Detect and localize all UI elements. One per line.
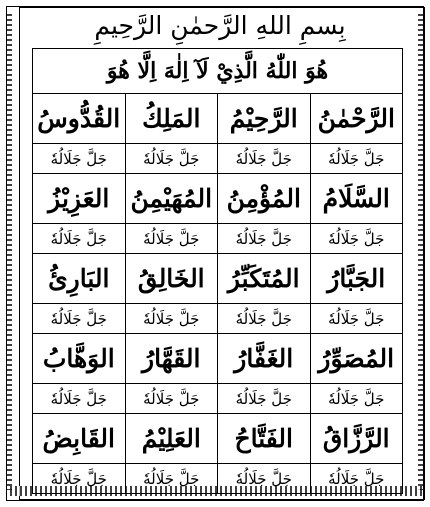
heading-cell: هُوَ اللّٰهُ الَّذِيْ لَآ اِلٰهَ اِلَّا هُوَ: [33, 49, 403, 94]
heading-row: [33, 49, 403, 94]
name-cell: الرَّزَّاقُ: [310, 414, 403, 464]
name-cell: المُصَوِّرُ: [310, 334, 403, 384]
suffix-row-3: [33, 304, 403, 334]
suffix-cell: جَلَّ جَلَالُهٗ: [310, 464, 403, 494]
suffix-cell: جَلَّ جَلَالُهٗ: [310, 304, 403, 334]
suffix-row-4: [33, 384, 403, 414]
name-cell: البَارِئُ: [33, 254, 126, 304]
name-cell: المُتَكَبِّرُ: [218, 254, 311, 304]
name-cell: السَّلَامُ: [310, 174, 403, 224]
suffix-row-2: [33, 224, 403, 254]
suffix-cell: جَلَّ جَلَالُهٗ: [310, 144, 403, 174]
suffix-cell: جَلَّ جَلَالُهٗ: [125, 384, 218, 414]
names-row-5: [33, 414, 403, 464]
name-cell: المُؤْمِنُ: [218, 174, 311, 224]
names-row-4: [33, 334, 403, 384]
name-cell: العَزِيْزُ: [33, 174, 126, 224]
suffix-cell: جَلَّ جَلَالُهٗ: [33, 304, 126, 334]
names-row-2: [33, 174, 403, 224]
suffix-cell: جَلَّ جَلَالُهٗ: [218, 464, 311, 494]
names-row-3: [33, 254, 403, 304]
suffix-cell: جَلَّ جَلَالُهٗ: [125, 144, 218, 174]
names-row-1: [33, 94, 403, 144]
suffix-cell: جَلَّ جَلَالُهٗ: [218, 304, 311, 334]
name-cell: الجَبَّارُ: [310, 254, 403, 304]
suffix-row-1: [33, 144, 403, 174]
suffix-cell: جَلَّ جَلَالُهٗ: [310, 224, 403, 254]
name-cell: الخَالِقُ: [125, 254, 218, 304]
name-cell: القَهَّارُ: [125, 334, 218, 384]
name-cell: المَلِكُ: [125, 94, 218, 144]
name-cell: الوَهَّابُ: [33, 334, 126, 384]
name-cell: المُهَيْمِنُ: [125, 174, 218, 224]
suffix-cell: جَلَّ جَلَالُهٗ: [218, 224, 311, 254]
suffix-cell: جَلَّ جَلَالُهٗ: [310, 384, 403, 414]
name-cell: القَابِضُ: [33, 414, 126, 464]
name-cell: القُدُّوسُ: [33, 94, 126, 144]
name-cell: الرَّحِيْمُ: [218, 94, 311, 144]
name-cell: الغَفَّارُ: [218, 334, 311, 384]
name-cell: الفَتَّاحُ: [218, 414, 311, 464]
suffix-cell: جَلَّ جَلَالُهٗ: [218, 144, 311, 174]
name-cell: الرَّحْمٰنُ: [310, 94, 403, 144]
suffix-cell: جَلَّ جَلَالُهٗ: [33, 144, 126, 174]
basmala-title: بِسمِ اللهِ الرَّحمٰنِ الرَّحِيمِ: [94, 11, 346, 40]
suffix-cell: جَلَّ جَلَالُهٗ: [33, 224, 126, 254]
suffix-cell: جَلَّ جَلَالُهٗ: [33, 384, 126, 414]
suffix-cell: جَلَّ جَلَالُهٗ: [125, 464, 218, 494]
suffix-cell: جَلَّ جَلَالُهٗ: [33, 464, 126, 494]
suffix-row-5: [33, 464, 403, 494]
names-table: [32, 48, 403, 494]
suffix-cell: جَلَّ جَلَالُهٗ: [218, 384, 311, 414]
suffix-cell: جَلَّ جَلَالُهٗ: [125, 224, 218, 254]
suffix-cell: جَلَّ جَلَالُهٗ: [125, 304, 218, 334]
name-cell: العَلِيْمُ: [125, 414, 218, 464]
